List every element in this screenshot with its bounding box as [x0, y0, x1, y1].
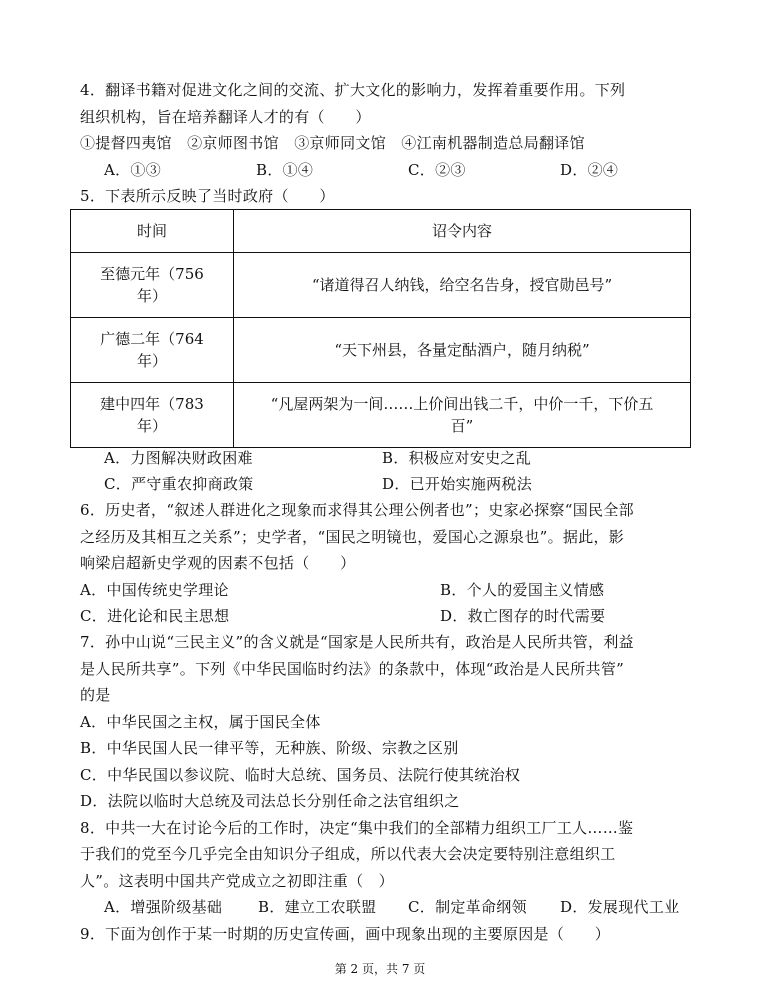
table-header-row: [71, 210, 691, 253]
table-cell-content: [234, 318, 691, 383]
time-line1: 至德元年（756: [100, 265, 204, 283]
q7-option-a[interactable]: A．中华民国之主权，属于国民全体: [80, 713, 321, 731]
time-line2: 年）: [136, 287, 167, 305]
q7-option-b[interactable]: B．中华民国人民一律平等，无种族、阶级、宗教之区别: [80, 739, 459, 757]
page-footer: 第 2 页，共 7 页: [334, 962, 426, 976]
table-cell-content: [234, 383, 691, 448]
q4-stem-line1: 4．翻译书籍对促进文化之间的交流、扩大文化的影响力，发挥着重要作用。下列: [80, 81, 626, 99]
q7-stem-line2: 是人民所共享”。下列《中华民国临时约法》的条款中，体现“政治是人民所共管”: [80, 660, 625, 678]
q8-option-d[interactable]: D．发展现代工业: [560, 898, 680, 916]
table-row: [71, 318, 691, 383]
q8-stem-line2: 于我们的党至今几乎完全由知识分子组成，所以代表大会决定要特别注意组织工: [80, 845, 616, 863]
q6-options-row2: [80, 606, 605, 626]
q5-stem: 5．下表所示反映了当时政府（ ）: [80, 187, 335, 205]
table-header-content: 诏令内容: [234, 210, 691, 253]
table-cell-time: [71, 253, 234, 318]
time-line2: 年）: [136, 352, 167, 370]
q9-stem: 9．下面为创作于某一时期的历史宣传画，画中现象出现的主要原因是（ ）: [80, 925, 611, 943]
q6-stem-line1: 6．历史者，“叙述人群进化之现象而求得其公理公例者也”；史家必探察“国民全部: [80, 501, 634, 519]
q8-option-a[interactable]: A．增强阶级基础: [104, 898, 223, 916]
q4-option-d[interactable]: D．②④: [560, 161, 619, 179]
q8-options: [104, 897, 679, 917]
q6-stem-line3: 响梁启超新史学观的因素不包括（ ）: [80, 554, 356, 572]
q5-option-c[interactable]: C．严守重农抑商政策: [104, 475, 254, 493]
table-row: [71, 253, 691, 318]
time-line1: 建中四年（783: [100, 395, 204, 413]
q4-stem-line2: 组织机构，旨在培养翻译人才的有（ ）: [80, 108, 371, 126]
table-cell-time: [71, 318, 234, 383]
q4-items: ①提督四夷馆 ②京师图书馆 ③京师同文馆 ④江南机器制造总局翻译馆: [80, 134, 585, 152]
q5-options-row1: [104, 448, 531, 468]
q8-option-c[interactable]: C．制定革命纲领: [408, 898, 527, 916]
time-line1: 广德二年（764: [100, 330, 204, 348]
q8-stem-line1: 8．中共一大在讨论今后的工作时，决定“集中我们的全部精力组织工厂工人……鉴: [80, 819, 634, 837]
q8-stem-line3: 人”。这表明中国共产党成立之初即注重（ ）: [80, 872, 394, 890]
content-line2: 百”: [450, 417, 474, 435]
q5-option-a[interactable]: A．力图解决财政困难: [104, 449, 253, 467]
q4-options: [104, 160, 618, 180]
q7-stem-line1: 7．孙中山说“三民主义”的含义就是“国家是人民所共有，政治是人民所共管，利益: [80, 633, 634, 651]
table-row: [71, 383, 691, 448]
q6-stem-line2: 之经历及其相互之关系”；史学者，“国民之明镜也，爱国心之源泉也”。据此，影: [80, 528, 625, 546]
q5-option-b[interactable]: B．积极应对安史之乱: [382, 449, 532, 467]
q7-option-c[interactable]: C．中华民国以参议院、临时大总统、国务员、法院行使其统治权: [80, 766, 521, 784]
q8-option-b[interactable]: B．建立工农联盟: [258, 898, 377, 916]
q6-option-c[interactable]: C．进化论和民主思想: [80, 607, 230, 625]
content-line1: “凡屋两架为一间……上价间出钱二千，中价一千，下价五: [270, 395, 654, 413]
table-cell-time: [71, 383, 234, 448]
q4-option-c[interactable]: C．②③: [408, 161, 466, 179]
q6-option-b[interactable]: B．个人的爱国主义情感: [440, 581, 605, 599]
q6-option-d[interactable]: D．救亡图存的时代需要: [440, 607, 606, 625]
time-line2: 年）: [136, 417, 167, 435]
q5-option-d[interactable]: D．已开始实施两税法: [382, 475, 533, 493]
table-cell-content: [234, 253, 691, 318]
edict-table: [70, 209, 691, 448]
content-line1: “天下州县，各量定酤酒户，随月纳税”: [334, 341, 590, 359]
q6-option-a[interactable]: A．中国传统史学理论: [80, 581, 229, 599]
content-line1: “诸道得召人纳钱，给空名告身，授官勋邑号”: [311, 276, 613, 294]
q7-option-d[interactable]: D．法院以临时大总统及司法总长分别任命之法官组织之: [80, 792, 460, 810]
q6-options-row1: [80, 580, 604, 600]
q4-option-b[interactable]: B．①④: [256, 161, 314, 179]
table-header-time: 时间: [71, 210, 234, 253]
q5-options-row2: [104, 474, 532, 494]
q4-option-a[interactable]: A．①③: [104, 161, 162, 179]
q7-stem-line3: 的是: [80, 686, 111, 704]
